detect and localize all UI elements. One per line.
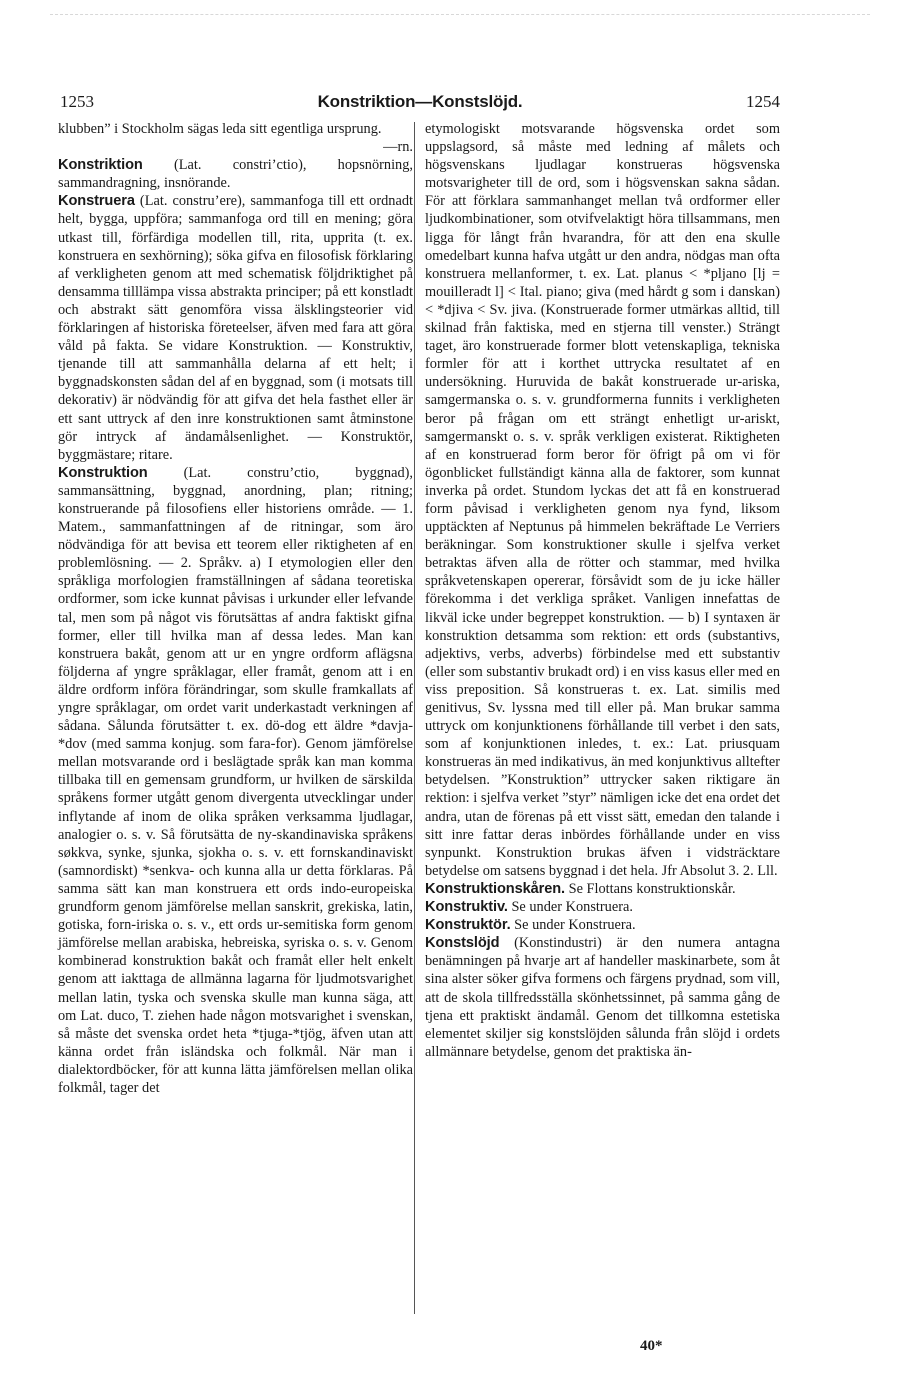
entry-headword: Konstruktiv. xyxy=(425,899,508,916)
entry-headword: Konstslöjd xyxy=(425,935,500,952)
right-column xyxy=(425,120,780,1061)
left-column xyxy=(58,120,413,1097)
entry-headword: Konstruktion xyxy=(58,464,148,481)
entry-headword: Konstruktör. xyxy=(425,917,511,934)
entry-body: (Lat. constru’ere), sammanfoga till ett ordnadt helt, bygga, uppföra; sammanfoga ord till en mening; göra utkast till, förfärdiga modellen till, rita, upprita (t. ex. konstruera en sexhörning); söka gifva en filosofisk förklaring af verkligheten genom att med schematisk följdriktighet på densamma tilllämpa vissa abstrakta principer; på ett konstladt och abstrakt sätt genomföra vissa älsklingsteorier vid förklaringen af historiska företeelser, äfven med fara att göra våld på fakta. Se vidare Konstruktion. — Konstruktiv, tjenande till att sammanhålla delarna af ett helt; i byggnadskonsten sådan del af en byggnad, som (i motsats till dekorativ) är nödvändig för att gifva det hela fasthet eller är ett sant uttryck af den inre konstruktionen samt åtminstone gör intryck af ändamålsenlighet. — Konstruktör, byggmästare; ritare. xyxy=(58,193,413,463)
author-signature: 2. Lll. xyxy=(742,862,778,879)
continuation-paragraph xyxy=(425,120,780,880)
printer-signature-mark: 40* xyxy=(640,1338,663,1354)
dictionary-entry xyxy=(58,156,413,192)
entry-body: (Lat. constru’ctio, byggnad), sammansättning, byggnad, anordning, plan; ritning; konstruerande på filosofiens eller historiens område. — 1. Matem., sammanfattningen af de ritningar, som äro nödvändiga för att bevisa ett teorem eller riktigheten af en problemlösning. — 2. Språkv. a) I etymologien eller den språkliga morfologien framställningen af sådana teoretiska ordformer, som icke kunnat påvisas i urkunder eller lefvande tal, men som på något vis förutsättas af andra faktiskt gifna former, eller till hvilka man af dessa ledes. Man kan konstruera bakåt, genom att ur en yngre ordform aflägsna följderna af yngre språklagar, eller framåt, genom att i en äldre ordform införa förändringar, som skulle framkallats af yngre språklagar, om ordet varit underkastadt verkningen af sådana. Sålunda förutsätter t. ex. dö-dog ett äldre *davja-*dov (med samma konjug. som fara-for). Genom jämförelse mellan motsvarande ord i beslägtade språk kan man komma tillbaka till en gemensam grundform, ur hvilken de särskilda språkens former utgått genom divergenta utvecklingar under inflytande af inom de olika språken verksamma ljudlagar, analogier o. s. v. Så förutsätta de ny-skandinaviska språkens søkkva, synke, sjunka, sjokha o. s. v. ett fornskandinaviskt (samnordiskt) *senkva- och kunna alla ur detta förklaras. På samma sätt kan man konstruera ett ords indo-europeiska grundform genom jämförelse mellan sanskrit, grekiska, latin, gotiska, forn-iriska o. s. v., ett ords ur-semitiska form genom jämförelse mellan arabiska, hebreiska, syriska o. s. v. Genom kombinerad konstruktion bakåt och framåt eller helt enkelt genom att iakttaga de allmänna lagarna för ljudmotsvarighet mellan latin, tyska och svenska skulle man kunna säga, att om Lat. duco, T. ziehen hade någon motsvarighet i svenskan, så måste det svenska ordet heta *tjuga-*tjög, äfven utan att känna ordet från isländska och folkmål. När man i dialektordböcker, för att kunna lätta jämförelsen mellan olika folkmål, tager det xyxy=(58,464,413,1096)
page-number-left: 1253 xyxy=(60,92,94,111)
continuation-text: klubben” i Stockholm sägas leda sitt egentliga ursprung. xyxy=(58,121,382,137)
continuation-paragraph xyxy=(58,120,413,156)
scan-top-edge xyxy=(50,14,870,15)
dictionary-entry xyxy=(58,192,413,463)
entry-body: (Konstindustri) är den numera antagna benämningen på hvarje art af handeller maskinarbete, som åt sina alster söker gifva formens och färgens prydnad, som vill, att de skola tillfredsställa skönhetssinnet, på samma gång de tjena ett praktiskt ändamål. Genom det tillkomna estetiska elementet skiljer sig konstslöjden sålunda från slöjd i ordets allmännare betydelse, genom det praktiska än- xyxy=(425,935,780,1060)
entry-body: (Lat. constri’ctio), hopsnörning, sammandragning, insnörande. xyxy=(58,157,413,192)
dictionary-entry xyxy=(425,898,780,916)
dictionary-entry xyxy=(425,934,780,1061)
author-signature: —rn. xyxy=(383,139,413,156)
page-header xyxy=(60,92,780,116)
running-title: Konstriktion—Konstslöjd. xyxy=(317,92,523,111)
column-divider xyxy=(414,122,415,1314)
entry-headword: Konstruktionskåren. xyxy=(425,880,566,897)
entry-body: Se under Konstruera. xyxy=(510,917,636,934)
page-number-right: 1254 xyxy=(746,92,780,111)
dictionary-entry xyxy=(58,464,413,1097)
dictionary-entry xyxy=(425,880,780,898)
entry-headword: Konstruera xyxy=(58,193,135,210)
continuation-text: etymologiskt motsvarande högsvenska ordet som uppslagsord, så måste med ledning af målets och högsvenskans ljudlagar konstrueras högsvenska motsvarigheter till de ord, som i högsvenskan sakna sådan. För att förklara sammanhanget mellan två ordformer eller ljudkombinationer, som otvifvelaktigt höra tillsammans, men ligga för långt från hvarandra, för att den ena skulle omedelbart kunna hafva utgått ur den andra, nödgas man ofta konstruera mellanformer, t. ex. Lat. planus < *pljano [lj = mouilleradt l] < Ital. piano; giva (med hårdt g som i danskan) < *djiva < Sv. jiva. (Konstruerade former utmärkas alltid, till skilnad från faktiska, med en stjerna till venster.) Strängt taget, äro konstruerade former blott vetenskapliga, tekniska formler för att i korthet uttrycka resultatet af en undersökning. Huruvida de bakåt konstruerade ur-ariska, samgermanska o. s. v. grundformerna funnits i verkligheten beror på frågan om ett strängt enhetligt ur-ariskt, samgermanskt o. s. v. språk verkligen existerat. Riktigheten af en konstruerad form beror för öfrigt på om vi för ögonblicket fullständigt känna alla de faktorer, som kunnat inverka på ordet. Stundom lyckas det att få en konstruerad form påvisad i verkligheten genom nya fynd, liksom upptäckten af Neptunus på himmelen bekräftade Le Verriers beräkningar. Som konstruktioner skulle i sjelfva verket betraktas äfven alla de rötter och stammar, med hvilka språkvetenskapen opererar, försåvidt som de ju icke häller förekomma i det verkliga språket. Vanligen innefattas de likväl icke under begreppet konstruktion. — b) I syntaxen är konstruktion detsamma som rektion: ett ords (substantivs, adjektivs, verbs, adverbs) förbindelse med ett substantiv (eller som substantiv brukadt ord) i en viss kasus eller med en viss preposition. Så konstrueras t. ex. Lat. similis med genitivus, Sv. lyssna med till eller på. Man brukar samma uttryck om konjunktionens förhållande till verbet i den sats, som af konjunktionen inledes, t. ex.: Lat. priusquam konstrueras än med indikativus, än med konjunktivus alltefter betydelsen. ”Konstruktion” uttrycker saken riktigare än rektion: i sjelfva verket ”styr” nämligen icke det ena ordet det andra, utan de förenas på ett visst sätt, emedan den talande i sitt inre fattar deras inbördes förhållande under en viss synpunkt. Konstruktion brukas äfven i vidsträcktare betydelse om satsens byggnad i det hela. Jfr Absolut 3. xyxy=(425,121,780,879)
entry-body: Se Flottans konstruktionskår. xyxy=(565,880,736,897)
entry-body: Se under Konstruera. xyxy=(507,899,633,916)
entry-headword: Konstriktion xyxy=(58,157,143,174)
dictionary-entry xyxy=(425,916,780,934)
